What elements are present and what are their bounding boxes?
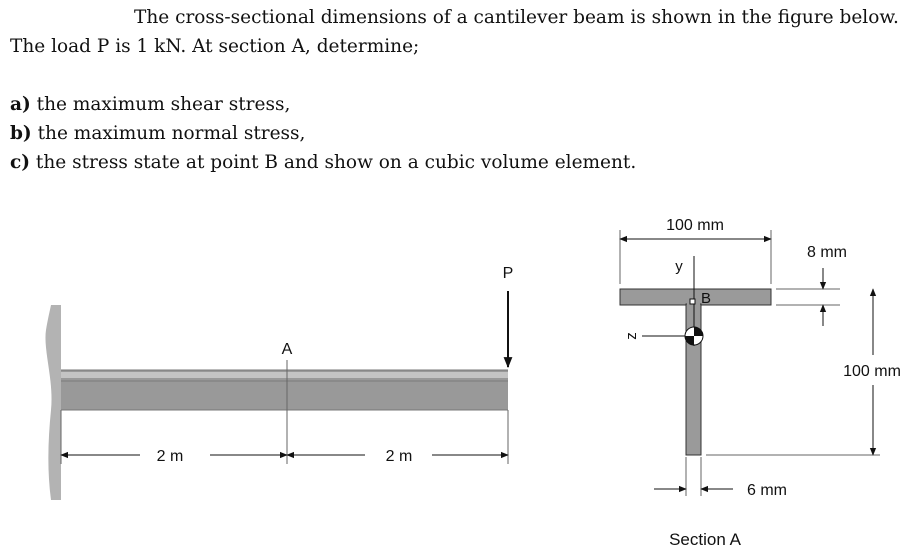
section-a-label: A xyxy=(281,341,293,358)
load-label: P xyxy=(502,265,514,282)
y-axis-label: y xyxy=(675,258,683,275)
depth-label: 100 mm xyxy=(843,363,901,380)
question-a-text: the maximum shear stress, xyxy=(36,94,291,115)
question-b-marker: b) xyxy=(10,123,32,144)
section-caption: Section A xyxy=(669,530,741,549)
span-left-label: 2 m xyxy=(156,448,184,465)
web-thickness-label: 6 mm xyxy=(747,482,787,499)
point-b-label: B xyxy=(700,290,712,307)
intro-line-1: The cross-sectional dimensions of a cantilever beam is shown in the figure below. xyxy=(134,7,899,28)
z-axis-label: z xyxy=(623,332,640,340)
question-c-marker: c) xyxy=(10,152,31,173)
cantilever-beam xyxy=(61,370,508,410)
centroid-icon xyxy=(685,327,703,345)
span-right-label: 2 m xyxy=(385,448,413,465)
fixed-support-wall xyxy=(45,305,61,500)
intro-line-2: The load P is 1 kN. At section A, determine; xyxy=(10,36,420,57)
question-b-text: the maximum normal stress, xyxy=(37,123,306,144)
question-a-marker: a) xyxy=(10,94,31,115)
t-cross-section xyxy=(620,289,771,455)
flange-thickness-label: 8 mm xyxy=(807,244,847,261)
point-b-marker xyxy=(690,299,695,304)
flange-width-label: 100 mm xyxy=(666,217,724,234)
question-c-text: the stress state at point B and show on a cubic volume element. xyxy=(35,152,637,173)
